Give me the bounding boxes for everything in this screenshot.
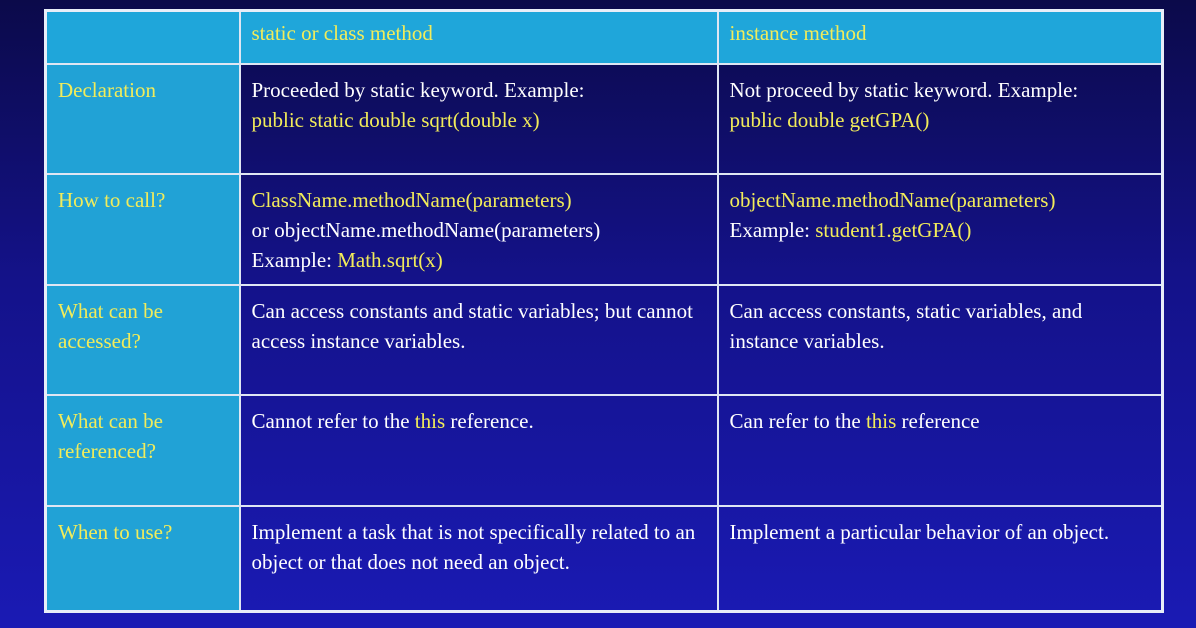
instance-call-line1: objectName.methodName(parameters) bbox=[729, 188, 1056, 213]
table-row-referenced bbox=[46, 395, 1163, 506]
header-instance-cell bbox=[718, 11, 1163, 64]
row-label-text: Declaration bbox=[58, 77, 156, 102]
static-call-line1: ClassName.methodName(parameters) bbox=[251, 188, 572, 213]
instance-referenced-after: reference bbox=[896, 409, 980, 434]
instance-accessed-cell bbox=[718, 285, 1163, 396]
instance-declaration-code: public double getGPA() bbox=[729, 107, 930, 132]
static-call-line3-code: Math.sqrt(x) bbox=[337, 248, 443, 273]
static-when-text: Implement a task that is not specifically related to an object or that does not need an object. bbox=[251, 519, 696, 574]
header-corner-cell bbox=[46, 11, 240, 64]
row-label-text: What can be accessed? bbox=[58, 298, 163, 353]
instance-when-cell bbox=[718, 506, 1163, 612]
row-label-cell bbox=[46, 174, 240, 285]
table-row-how-to-call bbox=[46, 174, 1163, 285]
instance-referenced-keyword: this bbox=[865, 409, 897, 434]
static-accessed-text: Can access constants and static variables; but cannot access instance variables. bbox=[251, 298, 693, 353]
instance-when-text: Implement a particular behavior of an object. bbox=[729, 519, 1110, 544]
row-label-cell bbox=[46, 395, 240, 506]
instance-accessed-text: Can access constants, static variables, and instance variables. bbox=[729, 298, 1083, 353]
static-call-line3-prefix: Example: bbox=[251, 248, 338, 273]
instance-call-cell bbox=[718, 174, 1163, 285]
row-label-text: How to call? bbox=[58, 188, 166, 213]
row-label-text: What can be referenced? bbox=[58, 409, 163, 464]
header-static-text: static or class method bbox=[251, 21, 433, 45]
static-referenced-before: Cannot refer to the bbox=[251, 409, 415, 434]
static-call-line2-code: objectName.methodName(parameters) bbox=[274, 218, 601, 243]
table-row-accessed bbox=[46, 285, 1163, 396]
instance-referenced-cell bbox=[718, 395, 1163, 506]
static-when-cell bbox=[240, 506, 718, 612]
static-accessed-cell bbox=[240, 285, 718, 396]
header-static-cell bbox=[240, 11, 718, 64]
table-row-declaration bbox=[46, 64, 1163, 175]
row-label-text: When to use? bbox=[58, 519, 173, 544]
header-instance-text: instance method bbox=[729, 21, 867, 45]
instance-declaration-cell bbox=[718, 64, 1163, 175]
static-referenced-cell bbox=[240, 395, 718, 506]
static-declaration-code: public static double sqrt(double x) bbox=[251, 107, 540, 132]
row-label-cell bbox=[46, 64, 240, 175]
comparison-table bbox=[44, 9, 1164, 613]
static-referenced-keyword: this bbox=[414, 409, 446, 434]
row-label-cell bbox=[46, 506, 240, 612]
static-referenced-after: reference. bbox=[445, 409, 534, 434]
instance-call-line2-code: student1.getGPA() bbox=[815, 218, 972, 243]
instance-referenced-before: Can refer to the bbox=[729, 409, 866, 434]
static-call-line2-prefix: or bbox=[251, 218, 275, 243]
instance-call-line2-prefix: Example: bbox=[729, 218, 816, 243]
row-label-cell bbox=[46, 285, 240, 396]
table-header-row bbox=[46, 11, 1163, 64]
static-declaration-text: Proceeded by static keyword. Example: bbox=[251, 77, 585, 102]
table-row-when-to-use bbox=[46, 506, 1163, 612]
static-declaration-cell bbox=[240, 64, 718, 175]
static-call-cell bbox=[240, 174, 718, 285]
header-corner-text bbox=[47, 12, 239, 24]
instance-declaration-text: Not proceed by static keyword. Example: bbox=[729, 77, 1079, 102]
